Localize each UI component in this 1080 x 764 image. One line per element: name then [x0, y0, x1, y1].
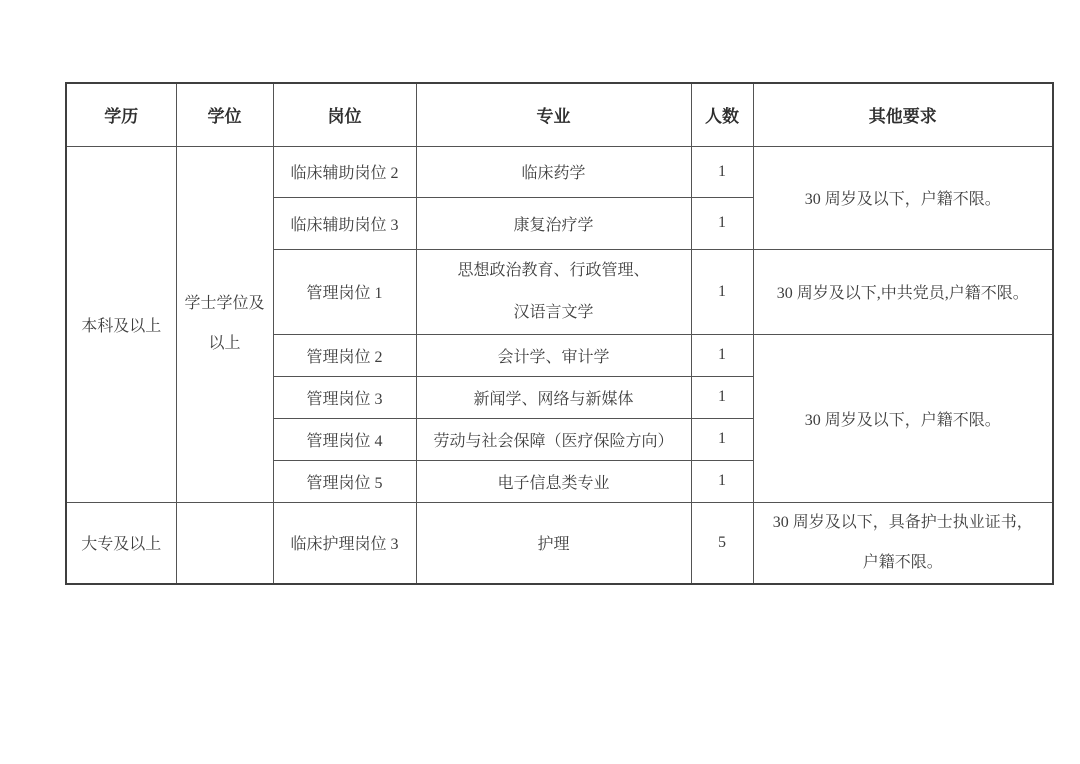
position-cell: 管理岗位 1	[273, 249, 416, 334]
header-education: 学历	[66, 83, 176, 146]
count-cell: 5	[691, 502, 753, 584]
position-cell: 临床辅助岗位 3	[273, 197, 416, 249]
count-cell: 1	[691, 334, 753, 376]
major-line: 思想政治教育、行政管理、	[457, 261, 650, 279]
major-cell: 电子信息类专业	[416, 460, 691, 502]
count-cell: 1	[691, 146, 753, 197]
table-row	[66, 502, 1053, 584]
major-line: 汉语言文学	[513, 303, 594, 321]
position-cell: 管理岗位 3	[273, 376, 416, 418]
header-major: 专业	[416, 83, 691, 146]
position-cell: 临床护理岗位 3	[273, 502, 416, 584]
table-row	[66, 146, 1053, 197]
major-cell: 新闻学、网络与新媒体	[416, 376, 691, 418]
requirement-line: 30 周岁及以下，具备护士执业证书，	[772, 513, 1033, 531]
cell-degree-bachelor	[176, 146, 273, 502]
recruitment-table	[65, 82, 1054, 585]
position-cell: 管理岗位 4	[273, 418, 416, 460]
count-cell: 1	[691, 376, 753, 418]
count-cell: 1	[691, 249, 753, 334]
position-cell: 管理岗位 5	[273, 460, 416, 502]
header-other-requirements: 其他要求	[753, 83, 1053, 146]
header-position: 岗位	[273, 83, 416, 146]
major-cell: 临床药学	[416, 146, 691, 197]
cell-education-college: 大专及以上	[66, 502, 176, 584]
header-row	[66, 83, 1053, 146]
count-cell: 1	[691, 460, 753, 502]
degree-line: 以上	[208, 335, 241, 352]
header-count: 人数	[691, 83, 753, 146]
header-degree: 学位	[176, 83, 273, 146]
position-cell: 管理岗位 2	[273, 334, 416, 376]
requirement-cell: 30 周岁及以下,中共党员,户籍不限。	[753, 249, 1053, 334]
count-cell: 1	[691, 418, 753, 460]
degree-line: 学士学位及	[184, 295, 265, 312]
major-cell: 劳动与社会保障（医疗保险方向）	[416, 418, 691, 460]
requirement-cell	[753, 502, 1053, 584]
cell-degree-college-empty	[176, 502, 273, 584]
major-cell: 会计学、审计学	[416, 334, 691, 376]
count-cell: 1	[691, 197, 753, 249]
position-cell: 临床辅助岗位 2	[273, 146, 416, 197]
major-cell: 康复治疗学	[416, 197, 691, 249]
requirement-line: 户籍不限。	[862, 553, 943, 571]
major-cell	[416, 249, 691, 334]
major-cell: 护理	[416, 502, 691, 584]
cell-education-bachelor: 本科及以上	[66, 146, 176, 502]
requirement-cell: 30 周岁及以下，户籍不限。	[753, 146, 1053, 249]
requirement-cell: 30 周岁及以下，户籍不限。	[753, 334, 1053, 502]
